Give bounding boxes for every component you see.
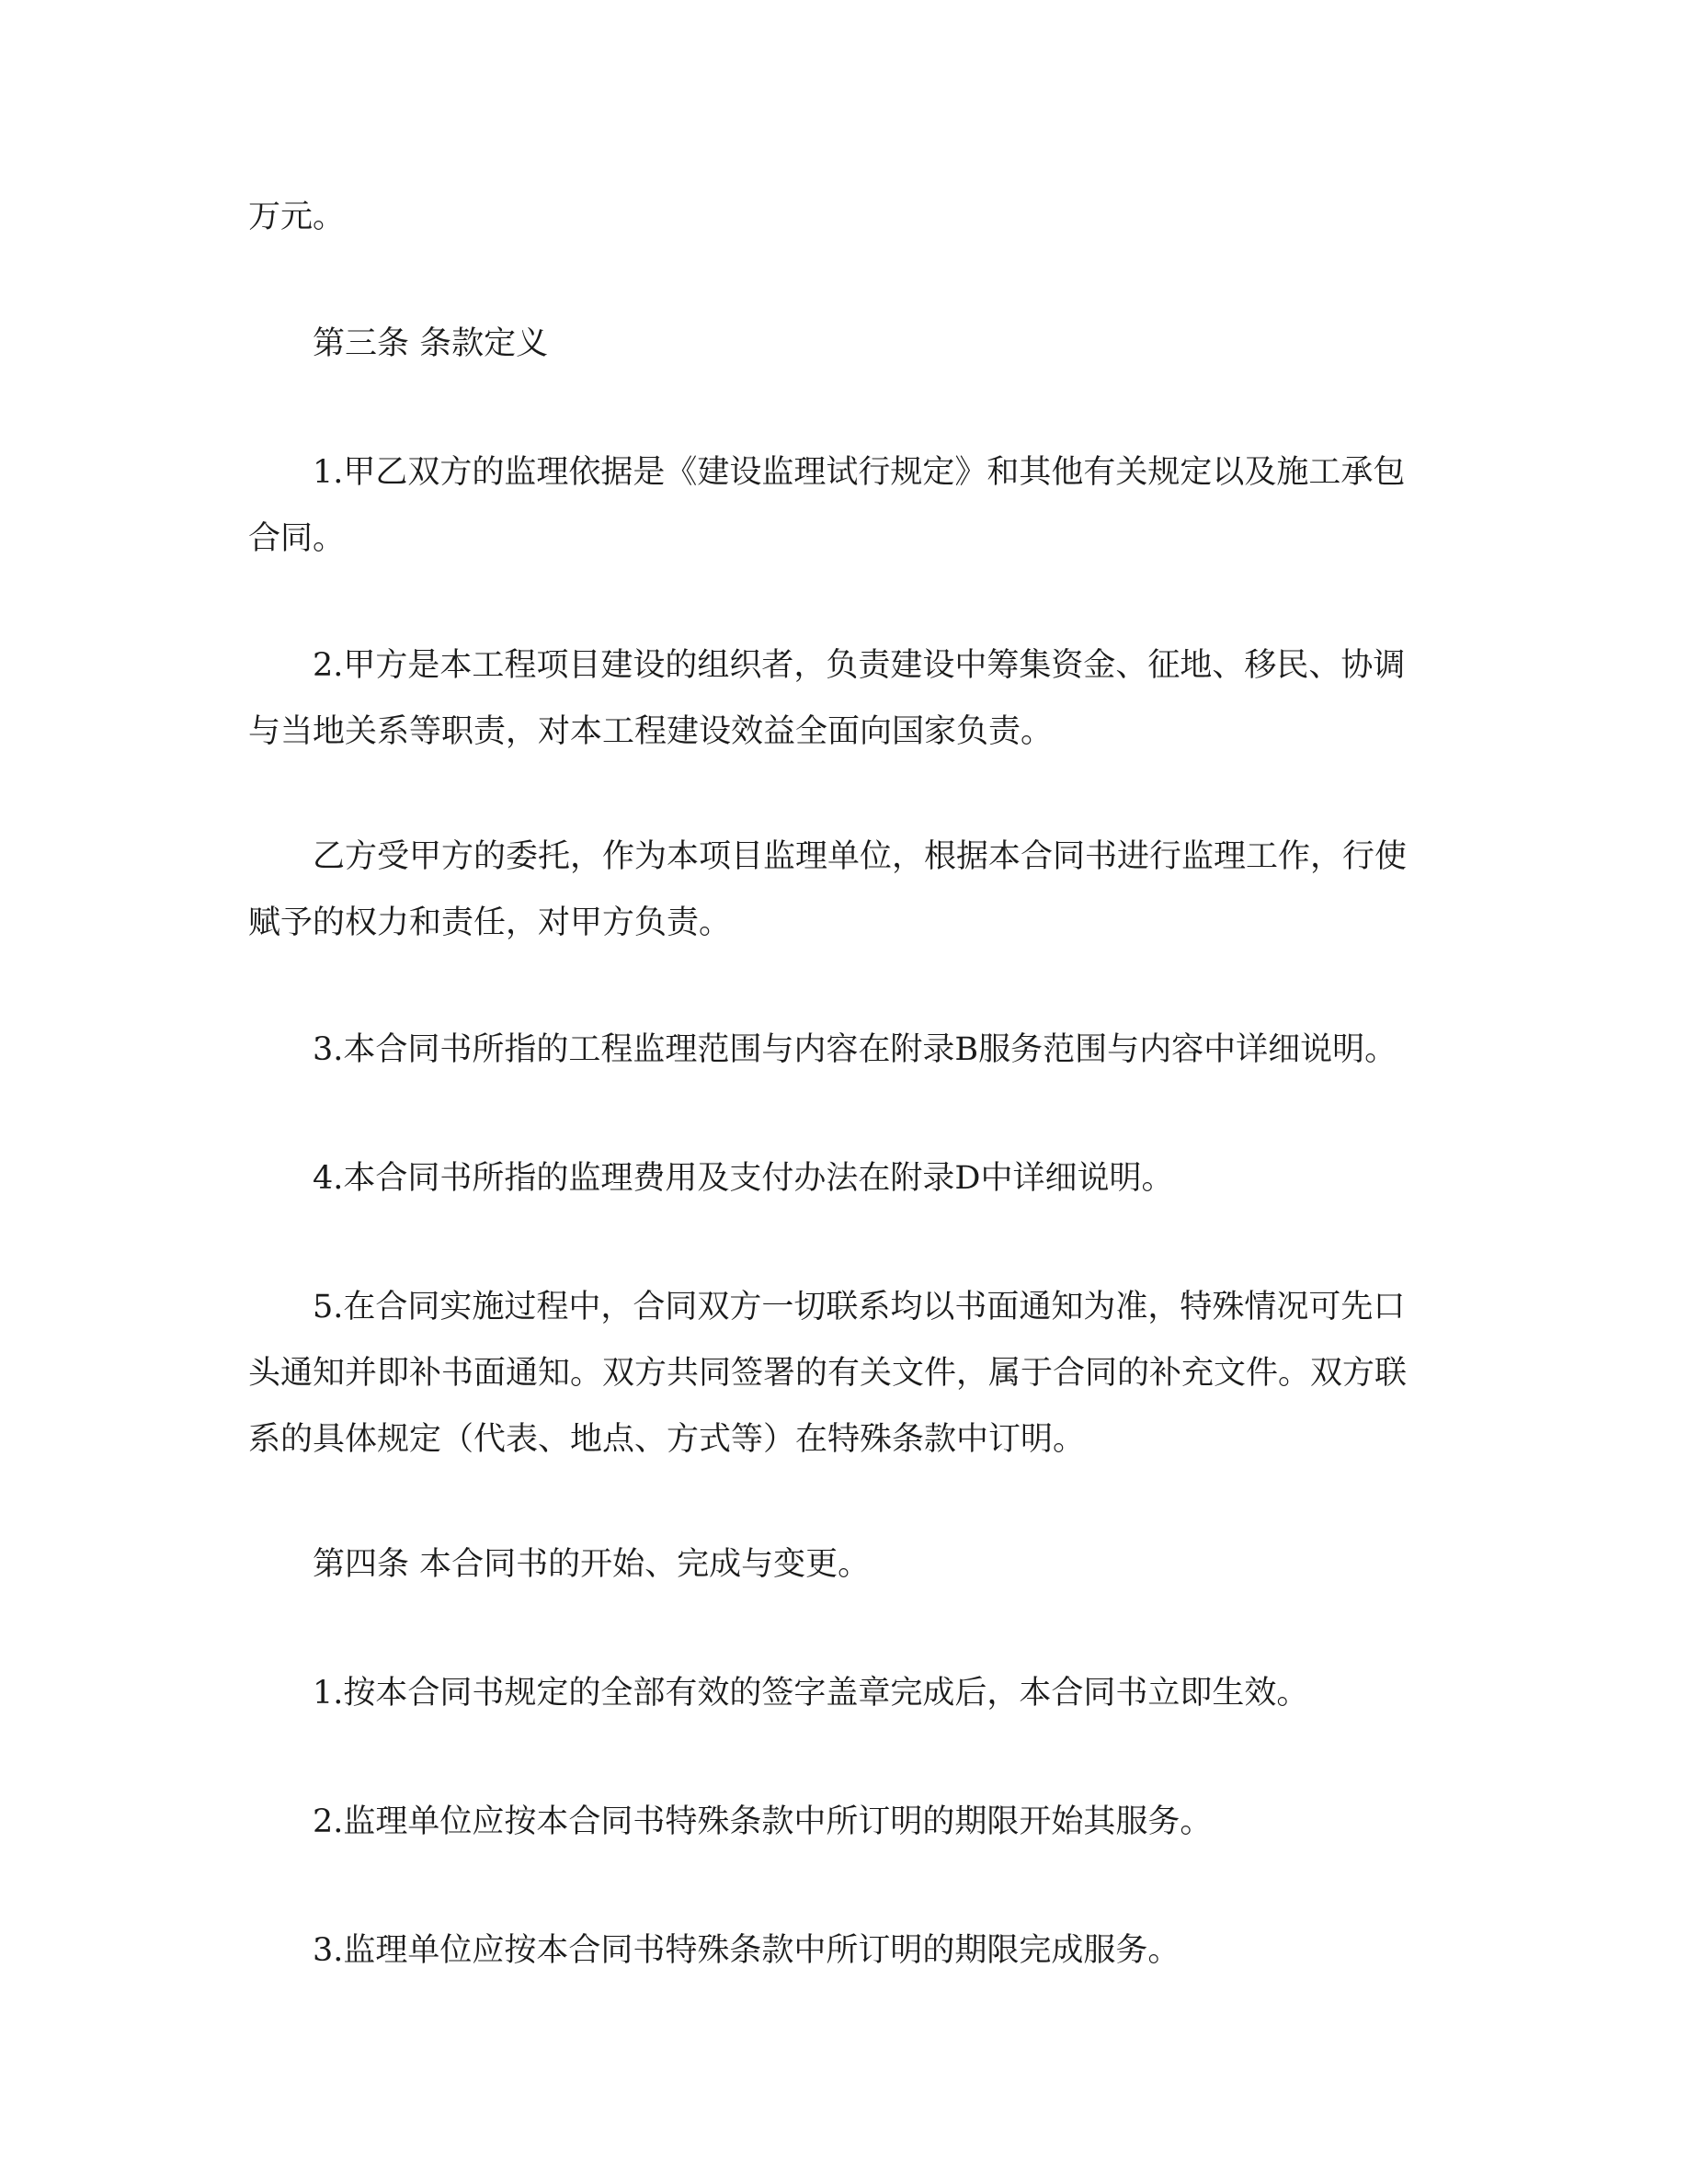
text-line: 头通知并即补书面通知。双方共同签署的有关文件，属于合同的补充文件。双方联 xyxy=(248,1355,1408,1392)
text-line: 3.监理单位应按本合同书特殊条款中所订明的期限完成服务。 xyxy=(313,1932,1180,1969)
article-3-clause-2-party-b xyxy=(248,824,1443,956)
article-3-clause-2 xyxy=(248,632,1443,765)
article-3-clause-5 xyxy=(248,1274,1443,1473)
text-line: 万元。 xyxy=(248,199,346,235)
article-4-clause-3 xyxy=(248,1917,1443,1984)
text-line: 与当地关系等职责，对本工程建设效益全面向国家负责。 xyxy=(248,713,1054,750)
article-3-clause-3 xyxy=(248,1017,1443,1083)
text-line: 乙方受甲方的委托，作为本项目监理单位，根据本合同书进行监理工作，行使 xyxy=(313,838,1408,875)
text-line: 1.按本合同书规定的全部有效的签字盖章完成后，本合同书立即生效。 xyxy=(313,1675,1309,1712)
article-4-clause-2 xyxy=(248,1789,1443,1855)
text-line: 1.甲乙双方的监理依据是《建设监理试行规定》和其他有关规定以及施工承包 xyxy=(313,454,1406,491)
text-line: 4.本合同书所指的监理费用及支付办法在附录D中详细说明。 xyxy=(313,1160,1174,1197)
text-line: 系的具体规定（代表、地点、方式等）在特殊条款中订明。 xyxy=(248,1421,1086,1458)
text-line: 第三条 条款定义 xyxy=(313,325,549,362)
text-line: 5.在合同实施过程中，合同双方一切联系均以书面通知为准，特殊情况可先口 xyxy=(313,1289,1406,1325)
text-line: 第四条 本合同书的开始、完成与变更。 xyxy=(313,1546,871,1583)
text-line: 2.甲方是本工程项目建设的组织者，负责建设中筹集资金、征地、移民、协调 xyxy=(313,647,1406,684)
article-4-clause-1 xyxy=(248,1660,1443,1726)
text-line: 3.本合同书所指的工程监理范围与内容在附录B服务范围与内容中详细说明。 xyxy=(313,1031,1397,1068)
text-line: 2.监理单位应按本合同书特殊条款中所订明的期限开始其服务。 xyxy=(313,1803,1213,1840)
article-3-heading xyxy=(248,311,1443,377)
article-3-clause-1 xyxy=(248,439,1443,572)
article-3-clause-4 xyxy=(248,1145,1443,1211)
text-line: 赋予的权力和责任，对甲方负责。 xyxy=(248,904,732,941)
text-line: 合同。 xyxy=(248,520,346,557)
paragraph-amount-end xyxy=(248,184,1443,250)
article-4-heading xyxy=(248,1531,1443,1598)
